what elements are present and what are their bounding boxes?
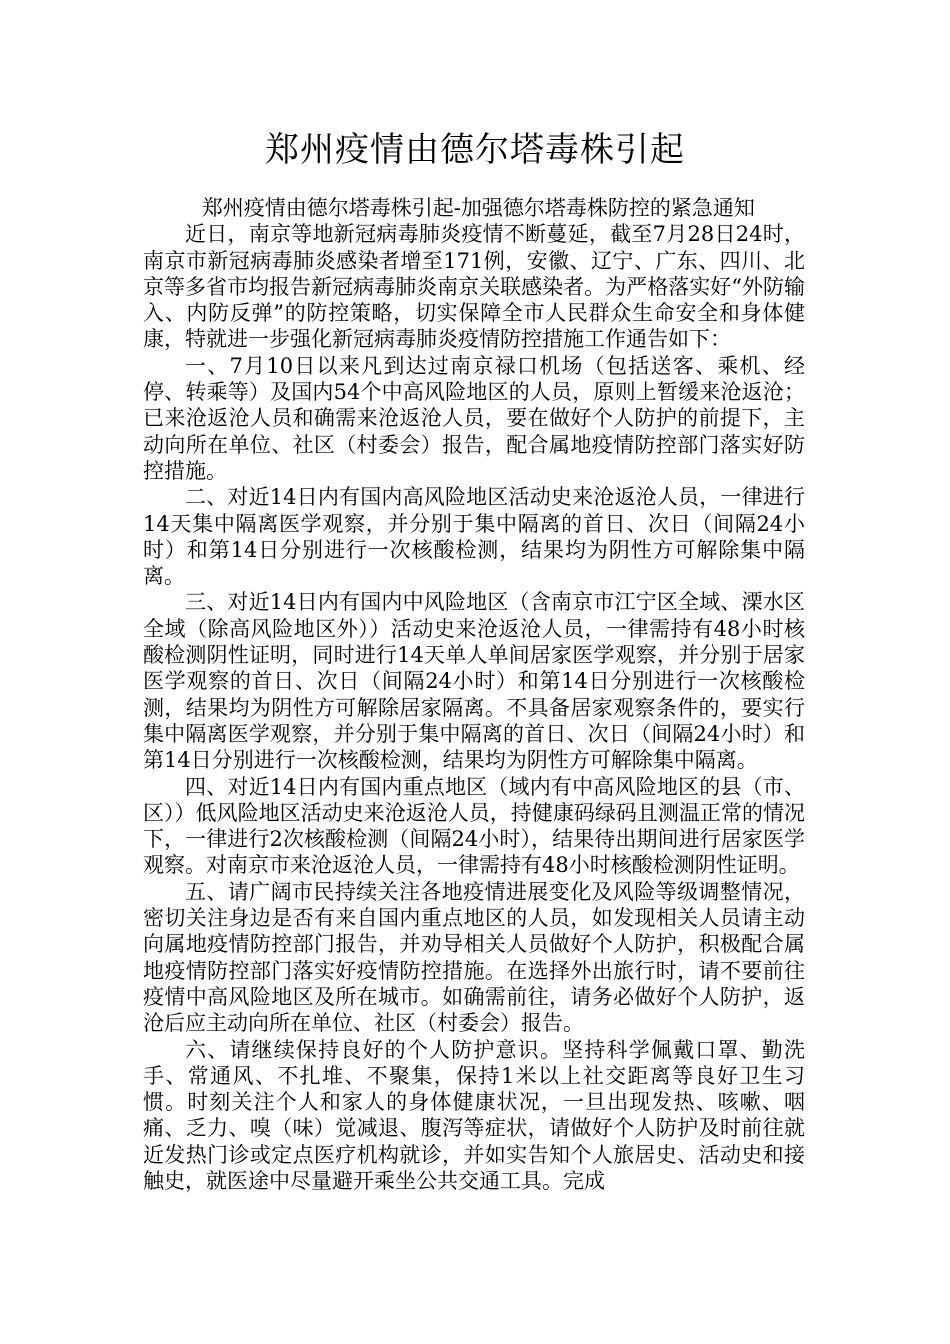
paragraph-item-5: 五、请广阔市民持续关注各地疫情进展变化及风险等级调整情况，密切关注身边是否有来自国内重点地区的人员，如发现相关人员请主动向属地疫情防控部门报告，并劝导相关人员做好个人防护，积极配合属地疫情防控部门落实好疫情防控措施。在选择外出旅行时，请不要前往疫情中高风险地区及所在城市。如确需前往，请务必做好个人防护，返沧后应主动向所在单位、社区（村委会）报告。 [143,879,805,1036]
paragraph-item-6: 六、请继续保持良好的个人防护意识。坚持科学佩戴口罩、勤洗手、常通风、不扎堆、不聚集，保持1米以上社交距离等良好卫生习惯。时刻关注个人和家人的身体健康状况，一旦出现发热、咳嗽、咽痛、乏力、嗅（味）觉减退、腹泻等症状，请做好个人防护及时前往就近发热门诊或定点医疗机构就诊，并如实告知个人旅居史、活动史和接触史，就医途中尽量避开乘坐公共交通工具。完成 [143,1037,805,1193]
document-body [143,195,805,1194]
document-subtitle: 郑州疫情由德尔塔毒株引起-加强德尔塔毒株防控的紧急通知 [201,196,755,220]
paragraph-item-3: 三、对近14日内有国内中风险地区（含南京市江宁区全域、溧水区全域（除高风险地区外））活动史来沧返沧人员，一律需持有48小时核酸检测阴性证明，同时进行14天单人单间居家医学观察，并分别于居家医学观察的首日、次日（间隔24小时）和第14日分别进行一次核酸检测，结果均为阴性方可解除居家隔离。不具备居家观察条件的，要实行集中隔离医学观察，并分别于集中隔离的首日、次日（间隔24小时）和第14日分别进行一次核酸检测，结果均为阴性方可解除集中隔离。 [143,590,805,773]
paragraph-item-1: 一、7月10日以来凡到达过南京禄口机场（包括送客、乘机、经停、转乘等）及国内54个中高风险地区的人员，原则上暂缓来沧返沧；已来沧返沧人员和确需来沧返沧人员，要在做好个人防护的前提下，主动向所在单位、社区（村委会）报告，配合属地疫情防控部门落实好防控措施。 [143,353,805,483]
paragraph-intro: 近日，南京等地新冠病毒肺炎疫情不断蔓延，截至7月28日24时，南京市新冠病毒肺炎感染者增至171例，安徽、辽宁、广东、四川、北京等多省市均报告新冠病毒肺炎南京关联感染者。为严格落实好“外防输入、内防反弹”的防控策略，切实保障全市人民群众生命安全和身体健康，特就进一步强化新冠病毒肺炎疫情防控措施工作通告如下： [143,222,805,352]
document-title: 郑州疫情由德尔塔毒株引起 [265,130,685,170]
paragraph-item-4: 四、对近14日内有国内重点地区（域内有中高风险地区的县（市、区））低风险地区活动史来沧返沧人员，持健康码绿码且测温正常的情况下，一律进行2次核酸检测（间隔24小时），结果待出期间进行居家医学观察。对南京市来沧返沧人员，一律需持有48小时核酸检测阴性证明。 [143,774,805,878]
paragraph-item-2: 二、对近14日内有国内高风险地区活动史来沧返沧人员，一律进行14天集中隔离医学观察，并分别于集中隔离的首日、次日（间隔24小时）和第14日分别进行一次核酸检测，结果均为阴性方可解除集中隔离。 [143,485,805,589]
